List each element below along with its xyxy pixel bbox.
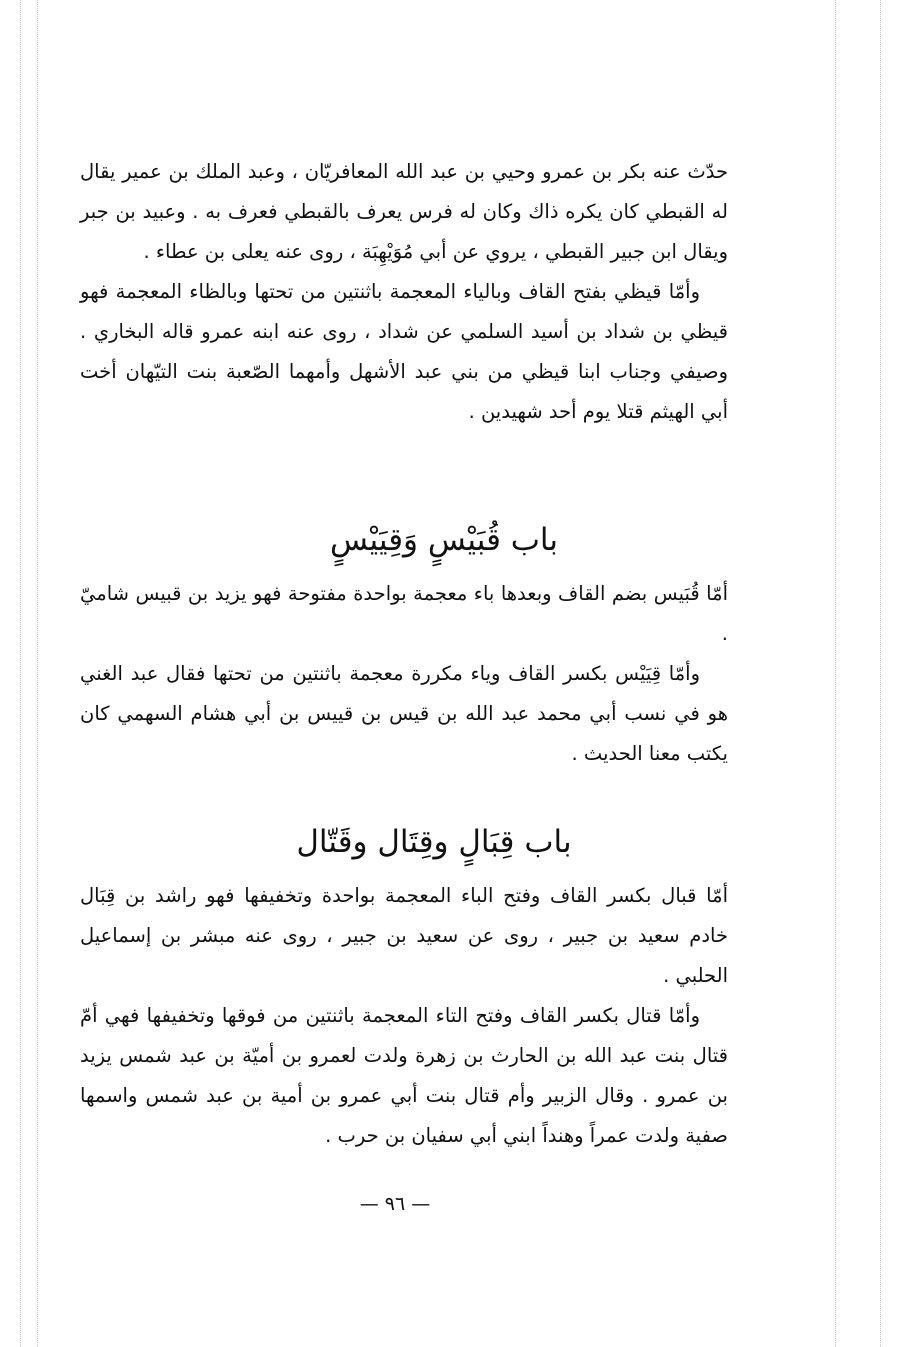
text-section-2 (80, 574, 728, 774)
paragraph: أمّا قبال بكسر القاف وفتح الباء المعجمة بواحدة وتخفيفها فهو راشد بن قِبَال خادم سعيد بن جبير ، روى عن سعيد بن جبير ، روى عنه مبشر بن إسماعيل الحلبي . (80, 884, 728, 987)
scan-artifact-line (880, 0, 881, 1347)
page-number: — ٩٦ — (359, 1193, 431, 1215)
paragraph: وأمّا قتال بكسر القاف وفتح التاء المعجمة باثنتين من فوقها وتخفيفها فهي أمّ قتال بنت عبد الله بن الحارث بن زهرة ولدت لعمرو بن أميّة بن عبد شمس يزيد بن عمرو . وقال الزبير وأم قتال بنت أبي عمرو بن أمية بن عبد شمس واسمها صفية ولدت عمراً وهنداً ابني أبي سفيان بن حرب . (80, 1004, 728, 1147)
section-heading: باب قِبَالٍ وقِتَال وقَتّال (296, 824, 572, 860)
text-section-1 (80, 152, 728, 432)
scan-artifact-line (20, 0, 21, 1347)
text-section-3 (80, 876, 728, 1156)
scan-artifact-line (37, 0, 38, 1347)
paragraph: وأمّا قِيَيْس بكسر القاف وياء مكررة معجمة باثنتين من تحتها فقال عبد الغني هو في نسب أبي محمد عبد الله بن قيس بن قييس بن أبي هشام السهمي كان يكتب معنا الحديث . (80, 662, 728, 765)
paragraph: وأمّا قيظي بفتح القاف وبالياء المعجمة باثنتين من تحتها وبالظاء المعجمة فهو قيظي بن شداد بن أسيد السلمي عن شداد ، روى عنه ابنه عمرو قاله البخاري . وصيفي وجناب ابنا قيظي من بني عبد الأشهل وأمهما الصّعبة بنت التيّهان أخت أبي الهيثم قتلا يوم أحد شهيدين . (80, 280, 728, 423)
paragraph: أمّا قُبَيس بضم القاف وبعدها باء معجمة بواحدة مفتوحة فهو يزيد بن قبيس شاميّ . (80, 582, 728, 645)
paragraph: حدّث عنه بكر بن عمرو وحيي بن عبد الله المعافريّان ، وعبد الملك بن عمير يقال له القبطي كان يكره ذاك وكان له فرس يعرف بالقبطي فعرف به . وعبيد بن جبر ويقال ابن جبير القبطي ، يروي عن أبي مُوَيْهِبَة ، روى عنه يعلى بن عطاء . (80, 160, 728, 263)
section-heading: باب قُبَيْسٍ وَقِيَيْسٍ (329, 522, 559, 558)
scan-artifact-line (835, 0, 836, 1347)
